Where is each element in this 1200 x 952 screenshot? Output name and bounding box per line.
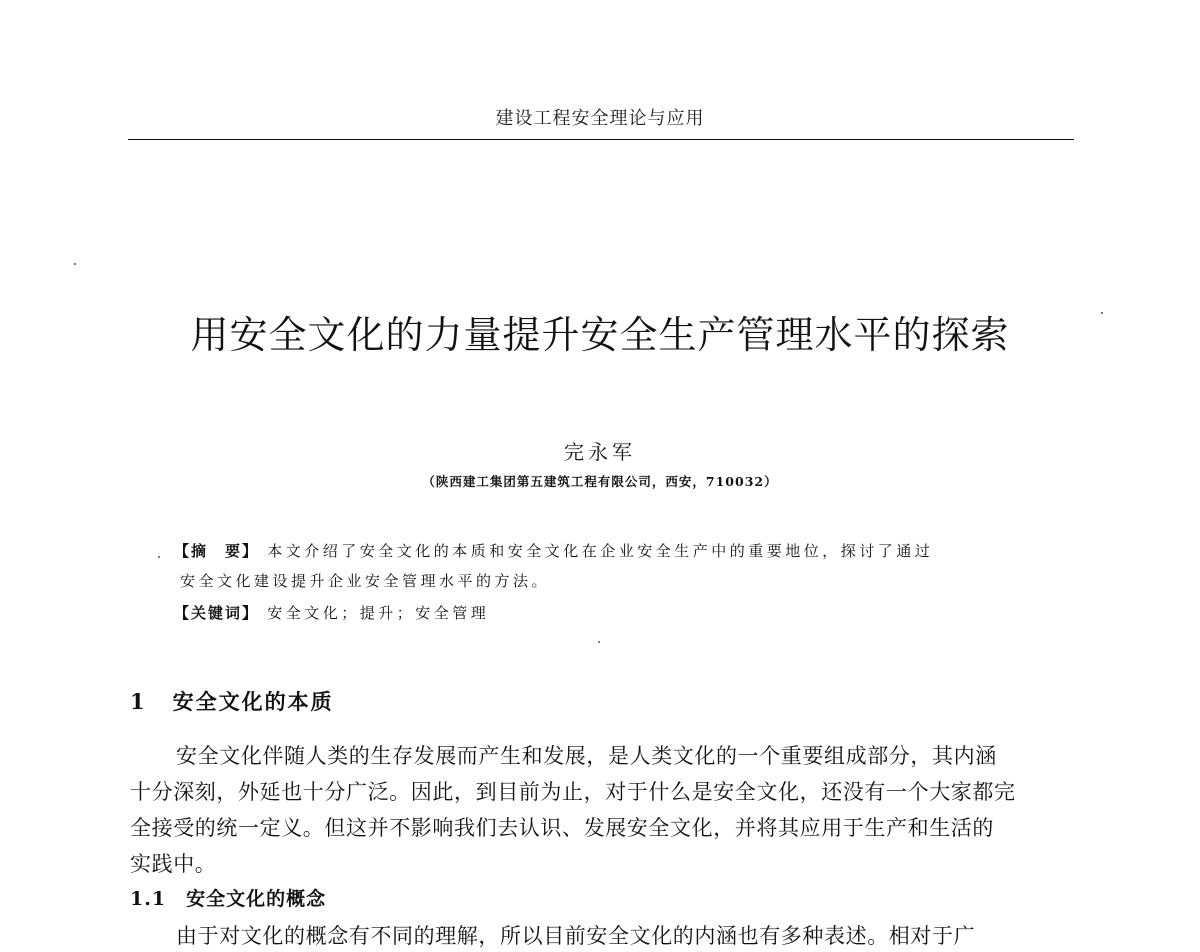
paper-title: 用安全文化的力量提升安全生产管理水平的探索: [190, 313, 1010, 357]
subsection-number: 1.1: [130, 888, 167, 910]
abstract-text-line1: 本文介绍了安全文化的本质和安全文化在企业安全生产中的重要地位，探讨了通过: [267, 542, 934, 560]
scan-speck: [1101, 312, 1103, 314]
running-header: 建设工程安全理论与应用: [495, 108, 705, 129]
scan-speck: [74, 263, 76, 265]
section-title: 安全文化的本质: [172, 689, 334, 714]
author-name: 完永军: [564, 440, 636, 464]
scan-speck: [158, 556, 160, 558]
body-text-line: 实践中。: [130, 852, 217, 876]
keywords-label: 【关键词】: [174, 604, 260, 622]
section-number: 1: [130, 689, 147, 714]
abstract-text-line2: 安全文化建设提升企业安全管理水平的方法。: [180, 572, 551, 590]
body-text-line: 十分深刻，外延也十分广泛。因此，到目前为止，对于什么是安全文化，还没有一个大家都完: [130, 780, 1016, 804]
scan-speck: [598, 641, 600, 643]
keywords-line: [174, 602, 489, 623]
section-heading-1: [130, 686, 334, 716]
author-affiliation: （陕西建工集团第五建筑工程有限公司，西安，710032）: [422, 474, 778, 489]
section-heading-1-1: [130, 884, 326, 911]
body-text-line: 由于对文化的概念有不同的理解，所以目前安全文化的内涵也有多种表述。相对于广: [176, 924, 976, 948]
header-rule: [128, 139, 1074, 140]
abstract-label: 【摘 要】: [174, 542, 260, 560]
body-text-line: 全接受的统一定义。但这并不影响我们去认识、发展安全文化，并将其应用于生产和生活的: [130, 816, 994, 840]
abstract-first-line: [174, 540, 933, 561]
subsection-title: 安全文化的概念: [186, 888, 327, 910]
body-text-line: 安全文化伴随人类的生存发展而产生和发展，是人类文化的一个重要组成部分，其内涵: [176, 744, 997, 768]
keywords-text: 安全文化；提升；安全管理: [267, 604, 490, 622]
